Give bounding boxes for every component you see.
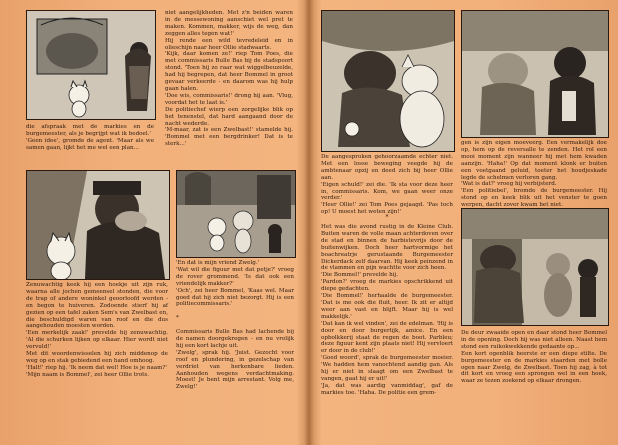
left-column-top-right: niet aangelijkheden. Met z'n beiden waren in de messewoning aanschiet wel pret te maken. Kommen, makker, wijs de weg, dan zeggen alles tegen wat!' Hij rende een wild tevredeleid en in olieschijn naar heer Ollie stadwaarts. 'Kijk, daar komen ze!' riep Tom Poes, die met commissaris Bulle Bas bij de stadspoort stond. 'Toen hij zo raar wat wiggelbeuzelde, had hij begrepen, dat heer Bommel in groot gevaar verkeerde - en daarom was hij hulp gaan halen. 'Doe wis, commissaris!' drong hij aan. 'Vlug, voordat het te laat is.' De politiechef wierp een zorgelijke blik op het tenenstel, dat hard aangaand door de nacht wederde. 'M-maar, zat is een Zwelbast!' stamelde hij. 'Bommel met een bergdrinker! Dat is te sterk...' — [165, 10, 293, 148]
left-caption-1: die afspraak met de markies en de burgemeester, als je begrijpt wat ik bedoel.' 'Geen idee', gromde de agent. 'Maar als we samen gaan, lijkt het me wel een plan... — [26, 124, 154, 151]
panel-tom-poes-and-ollie-at-window — [26, 10, 156, 120]
panel-club-scene-markies — [461, 10, 609, 138]
panel-agent-and-tom-poes — [26, 170, 170, 280]
right-caption-left: De aangesproken gehoorzaamde echter niet. Met een losse beweging veegde hij de ambtenaar opzij en deed zich bij heer Ollie aan. 'Eigen schuld!' zei die. 'Ik sta voor deze heer in, commissaris. Kom, we gaan weer onze verder.' 'Heer Ollie!' zei Tom Poes gejaagd. 'Pas toch op! U moest het weten zijn!' — [321, 154, 453, 216]
right-caption-right: gen is zijn eigen moeveerg. Een vermakelijk doe op, hem op de reversalle te zenden. Het rol een mooi moment zijn wanneer hij met hem kwaden aanzijn. 'Haha!' Op dat moment klonk er buiten een voetgaand geluid, toeter het houdjeskade legde de schelmen verloren gang. 'Wat is dat?' vroeg hij verbijsterd. 'Een politiebel', bromde de burgemeester. Hij stond op en keek blik uit het venster te goen werpen, dacht zover kwam het niet. — [461, 140, 607, 209]
section-break-star: * — [385, 214, 389, 221]
right-page — [309, 0, 618, 445]
panel-night-street-encounter — [176, 170, 296, 258]
left-body-bottom-left: Zenuwachtig keek hij een hoekje uit zijn ruk, waarna alle jochen gemeensel stonden, die voor de trap of andere woninkel geoorloofd werden - en begon te huiveren. Zodoende stierf hij af gezien op een tafel zaken Sem's van Zwelbast en, die beschuldigd waren van roof en die dus aangehouden moesten worden. 'Een merkelijk zaak!' prevelde hij zenuwachtig. 'Al die schurken lijken op elkaar. Hier wordt niet vervuld!' Met dit woordenwisselen hij zich middenop de weg op en stak gebiedend een hand omhoog. 'Halt!' riep hij. 'Ik neem dat wel! Hoe is je naam?' 'Mijn naam is Bommel', zei heer Ollie trots. — [26, 282, 168, 378]
left-body-bottom-right: 'En dat is mijn vriend Zwelg.' 'Wat wil die figuur met dat petje?' vroeg de rover grommend. 'Is dat ook een vriendelijk makker?' 'Och', zei heer Bommel, 'Kaas wel. Maar goed dat hij zich niet bezorgt. Hij is een politiecommissaris.' * Commissaris Bulle Bas had lachende bij de namen doorgekregen - en nu vrolijk hij een kort lachje uit. 'Zwelg', sprak hij. 'Juist. Gezocht voor roof en plundering, in gezelschap van verdriet van herkenbare lieden. Aanhouden wegens verdachtmaking. Moest! Je bent mijn arrestant. Volg me, Zwelg!' — [176, 260, 294, 391]
panel-zwelg-in-doorway — [461, 208, 609, 326]
panel-zwelg-and-bommel — [321, 10, 455, 152]
right-body-bottom-right: De deur zwaaide open en daar stond heer Bommel in de opening. Doch hij was niet alleen. Naast hem stond een ruikokwekkende gedaante op... Een kort ogenblik heerste er een diepe stilte. De burgemeester en de markies staarden met bolle ogen naar Zwelg, de Zwelbast. Toen hij zag, à tot dit kort en vroeg een sprongen wel in een hoek, waar ze tezen zoekend op elkaar drongen. — [461, 330, 607, 385]
right-body-mid-left: Het was die avond rustig in de Kleine Club. Buiten waren de volle maan achterdoven over de stad en binnen de harbistevrijs door de buitenwijken. Doch heer hartvormige het boachreatrje gerustaande Burgemeester Dickerdack zelf daarvan. Hij keek peinzend in de vlammen en pijn wachtte voor zich heen. 'Die Bommel!' prevelde hij. 'Pardon?' vroeg de markies opschrikkend uit diepe gedachten. 'Die Bommel!' herhaalde de burgemeester. 'Dat is me ook die fluit, heer. Ik zit er altijd weer aan vast en blijft. Maar hij is wel makkelijk.' 'Dat kan ik wel vinden', zei de edelman. 'Hij is door en door burgerlijk, amice. En een opbolkkerij staat de regen de boot. Parbleu; deze figuur kent zijn plaats niet! Hij vervloert er door in de club!' 'Goed woord', sprak de burgemeester moeier. 'We hadden hem vanochtend aandig gan. Als hij er niet in slaagt om een Zwelbast te vangen, gaat hij er uit!' 'Ja, dat was aardig vanmiddag', gaf de markies toe. 'Haha. De politie een grem- — [321, 224, 453, 396]
book-gutter — [304, 0, 314, 445]
